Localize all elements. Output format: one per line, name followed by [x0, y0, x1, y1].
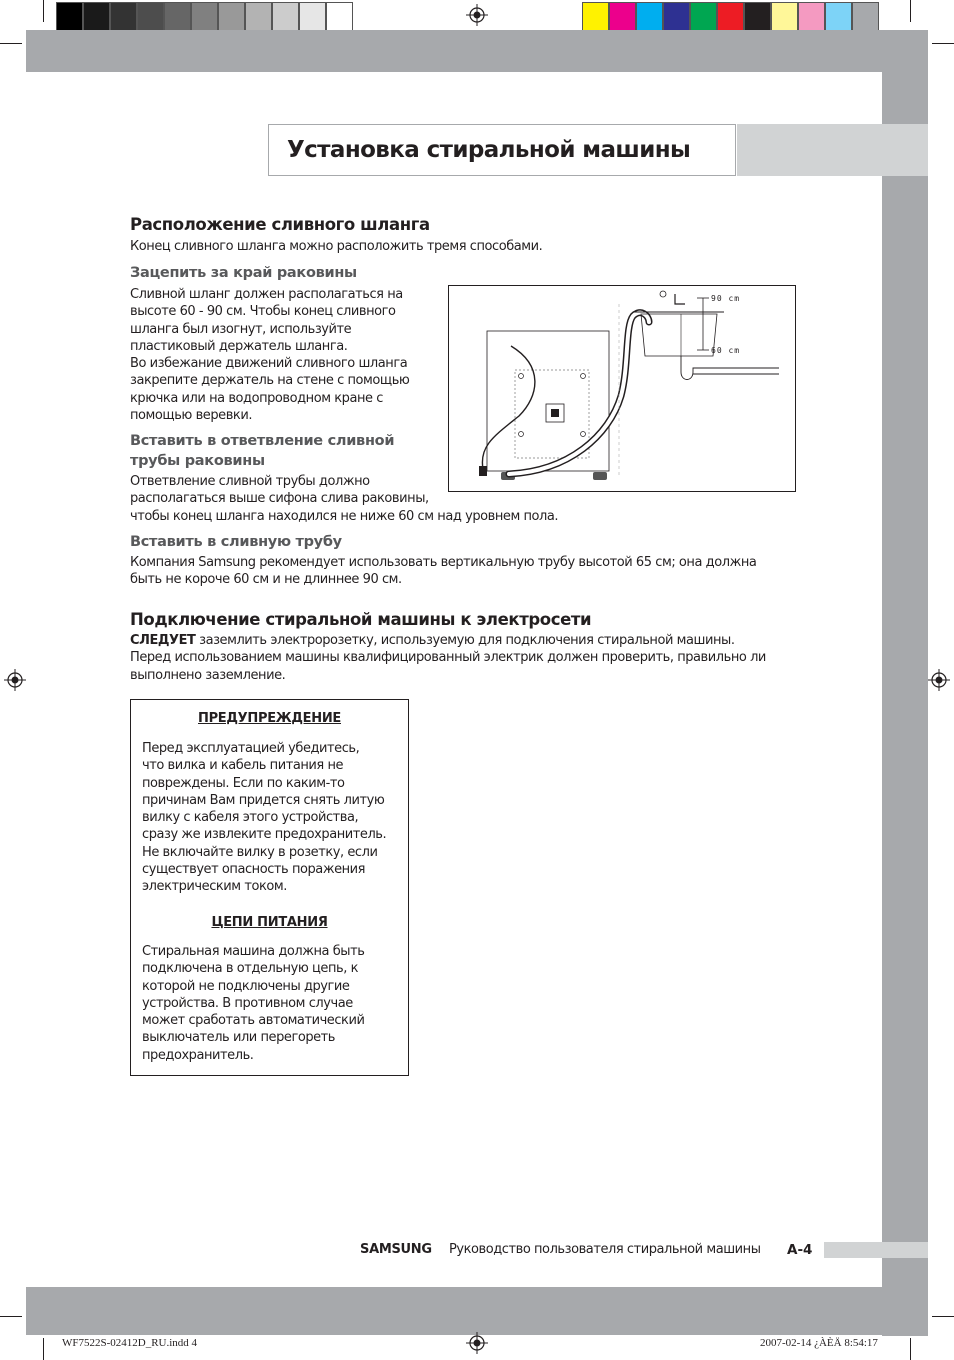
- washer-foot: [593, 472, 607, 480]
- text-line: помощью веревки.: [130, 408, 253, 424]
- power-cord: [482, 346, 535, 469]
- crop-mark: [43, 0, 44, 22]
- text-line: Сливной шланг должен располагаться на: [130, 287, 403, 302]
- text-line: причинам Вам придется снять литую: [142, 792, 385, 808]
- text-line: Перед использованием машины квалифицированный электрик должен проверить, правильно ли: [130, 650, 766, 666]
- washer-port-inner: [551, 409, 559, 417]
- color-swatch: [218, 2, 245, 32]
- drain-hose-fill: [509, 313, 649, 474]
- text-line: повреждены. Если по каким-то: [142, 775, 345, 791]
- screw: [581, 374, 586, 379]
- sink-edge-heading: Зацепить за край раковины: [130, 265, 357, 281]
- warning-title: ПРЕДУПРЕЖДЕНИЕ: [198, 711, 341, 726]
- text-line: устройства. В противном случае: [142, 995, 353, 1011]
- color-swatch: [663, 2, 690, 32]
- lead-bold: СЛЕДУЕТ: [130, 633, 196, 648]
- color-swatch: [299, 2, 326, 32]
- color-swatch: [582, 2, 609, 32]
- color-swatch: [609, 2, 636, 32]
- heading-line: Вставить в ответвление сливной: [130, 433, 395, 449]
- text-line: чтобы конец шланга находился не ниже 60 см над уровнем пола.: [130, 508, 559, 524]
- crop-mark: [0, 1316, 22, 1317]
- bottom-gray-band: [26, 1287, 928, 1335]
- text-line: Перед эксплуатацией убедитесь,: [142, 741, 360, 756]
- text-line: может сработать автоматический: [142, 1013, 365, 1029]
- text-line: выключатель или перегореть: [142, 1030, 336, 1046]
- text-line: шланга был изогнут, используйте: [130, 321, 352, 337]
- pipe-text: [130, 554, 756, 589]
- screw: [519, 374, 524, 379]
- color-swatch: [110, 2, 137, 32]
- text-line: электрическим током.: [142, 879, 287, 895]
- footer-manual-title: Руководство пользователя стиральной машины: [449, 1242, 761, 1257]
- text-line: Компания Samsung рекомендует использовать вертикальную трубу высотой 65 см; она должна: [130, 555, 757, 570]
- warning-box: [130, 699, 409, 1076]
- drain-intro: Конец сливного шланга можно расположить тремя способами.: [130, 239, 543, 254]
- color-swatch: [744, 2, 771, 32]
- color-swatch: [191, 2, 218, 32]
- text-line: Стиральная машина должна быть: [142, 944, 365, 959]
- text-line: вилку с кабеля этого устройства,: [142, 810, 359, 826]
- color-swatch: [771, 2, 798, 32]
- text-line: что вилка и кабель питания не: [142, 758, 344, 774]
- text-line: располагаться выше сифона слива раковины,: [130, 491, 429, 507]
- color-swatch: [83, 2, 110, 32]
- text-line: подключена в отдельную цепь, к: [142, 961, 358, 977]
- lead-rest: заземлить электророзетку, используемую для подключения стиральной машины.: [195, 633, 735, 648]
- footer-page-number: A-4: [787, 1242, 813, 1258]
- color-swatch: [272, 2, 299, 32]
- sink-trap: [681, 356, 779, 380]
- drain-heading: Расположение сливного шланга: [130, 215, 430, 234]
- text-line: крючка или на водопроводном кране с: [130, 390, 383, 406]
- color-swatch: [852, 2, 879, 32]
- color-swatch: [137, 2, 164, 32]
- color-swatch: [825, 2, 852, 32]
- label-60cm: 60 cm: [711, 346, 741, 355]
- color-swatch: [56, 2, 83, 32]
- pipe-heading: Вставить в сливную трубу: [130, 534, 342, 550]
- text-line: Ответвление сливной трубы должно: [130, 474, 370, 489]
- color-swatch: [636, 2, 663, 32]
- power-heading: Подключение стиральной машины к электросети: [130, 610, 592, 629]
- text-line: существует опасность поражения: [142, 862, 366, 878]
- power-plug: [479, 466, 487, 476]
- circuit-title: ЦЕПИ ПИТАНИЯ: [211, 915, 328, 930]
- text-line: сразу же извлеките предохранитель.: [142, 827, 387, 843]
- power-text: [130, 632, 766, 684]
- crop-mark: [43, 1338, 44, 1360]
- right-gray-band: [882, 30, 928, 1336]
- washer-drain-drawing: [449, 286, 796, 492]
- text-line: которой не подключены другие: [142, 978, 350, 994]
- registration-mark-icon: [466, 4, 488, 26]
- text-line: закрепите держатель на стене с помощью: [130, 373, 410, 389]
- crop-mark: [932, 1316, 954, 1317]
- slug-filename: WF7522S-02412D_RU.indd 4: [62, 1337, 198, 1349]
- warning-text: [142, 740, 404, 896]
- color-swatch: [690, 2, 717, 32]
- title-gray-block: [737, 124, 928, 176]
- crop-mark: [910, 1338, 911, 1360]
- color-swatch: [717, 2, 744, 32]
- screw: [519, 432, 524, 437]
- registration-mark-icon: [4, 669, 26, 691]
- slug-datetime: 2007-02-14 ¿ÀÈÄ 8:54:17: [760, 1337, 878, 1349]
- color-swatch: [798, 2, 825, 32]
- text-line: [130, 632, 766, 649]
- top-gray-band: [26, 30, 928, 72]
- drain-hose-illustration: [448, 285, 796, 492]
- text-line: пластиковый держатель шланга.: [130, 338, 348, 354]
- grayscale-color-bar: [56, 2, 353, 32]
- text-line: быть не короче 60 см и не длиннее 90 см.: [130, 572, 402, 588]
- process-color-bar: [582, 2, 879, 32]
- heading-line: трубы раковины: [130, 453, 265, 469]
- page-title-box: [268, 124, 736, 176]
- registration-mark-icon: [466, 1332, 488, 1354]
- color-swatch: [164, 2, 191, 32]
- washer-body: [487, 331, 609, 471]
- color-swatch: [245, 2, 272, 32]
- registration-mark-icon: [928, 669, 950, 691]
- branch-heading: [130, 431, 440, 471]
- footer-brand: SAMSUNG: [360, 1242, 432, 1257]
- text-line: Во избежание движений сливного шланга: [130, 356, 408, 372]
- page-title: Установка стиральной машины: [287, 137, 691, 163]
- text-line: высоте 60 - 90 см. Чтобы конец сливного: [130, 304, 396, 320]
- screw: [581, 432, 586, 437]
- sink-edge-text: [130, 286, 440, 424]
- crop-mark: [0, 43, 22, 44]
- crop-mark: [910, 0, 911, 22]
- text-line: выполнено заземление.: [130, 667, 286, 683]
- tap-handle: [660, 291, 666, 297]
- tap: [675, 294, 685, 304]
- text-line: Не включайте вилку в розетку, если: [142, 844, 378, 860]
- footer-gray-block: [824, 1242, 928, 1258]
- circuit-text: [142, 943, 404, 1064]
- color-swatch: [326, 2, 353, 32]
- label-90cm: 90 cm: [711, 294, 741, 303]
- crop-mark: [932, 43, 954, 44]
- text-line: предохранитель.: [142, 1047, 254, 1063]
